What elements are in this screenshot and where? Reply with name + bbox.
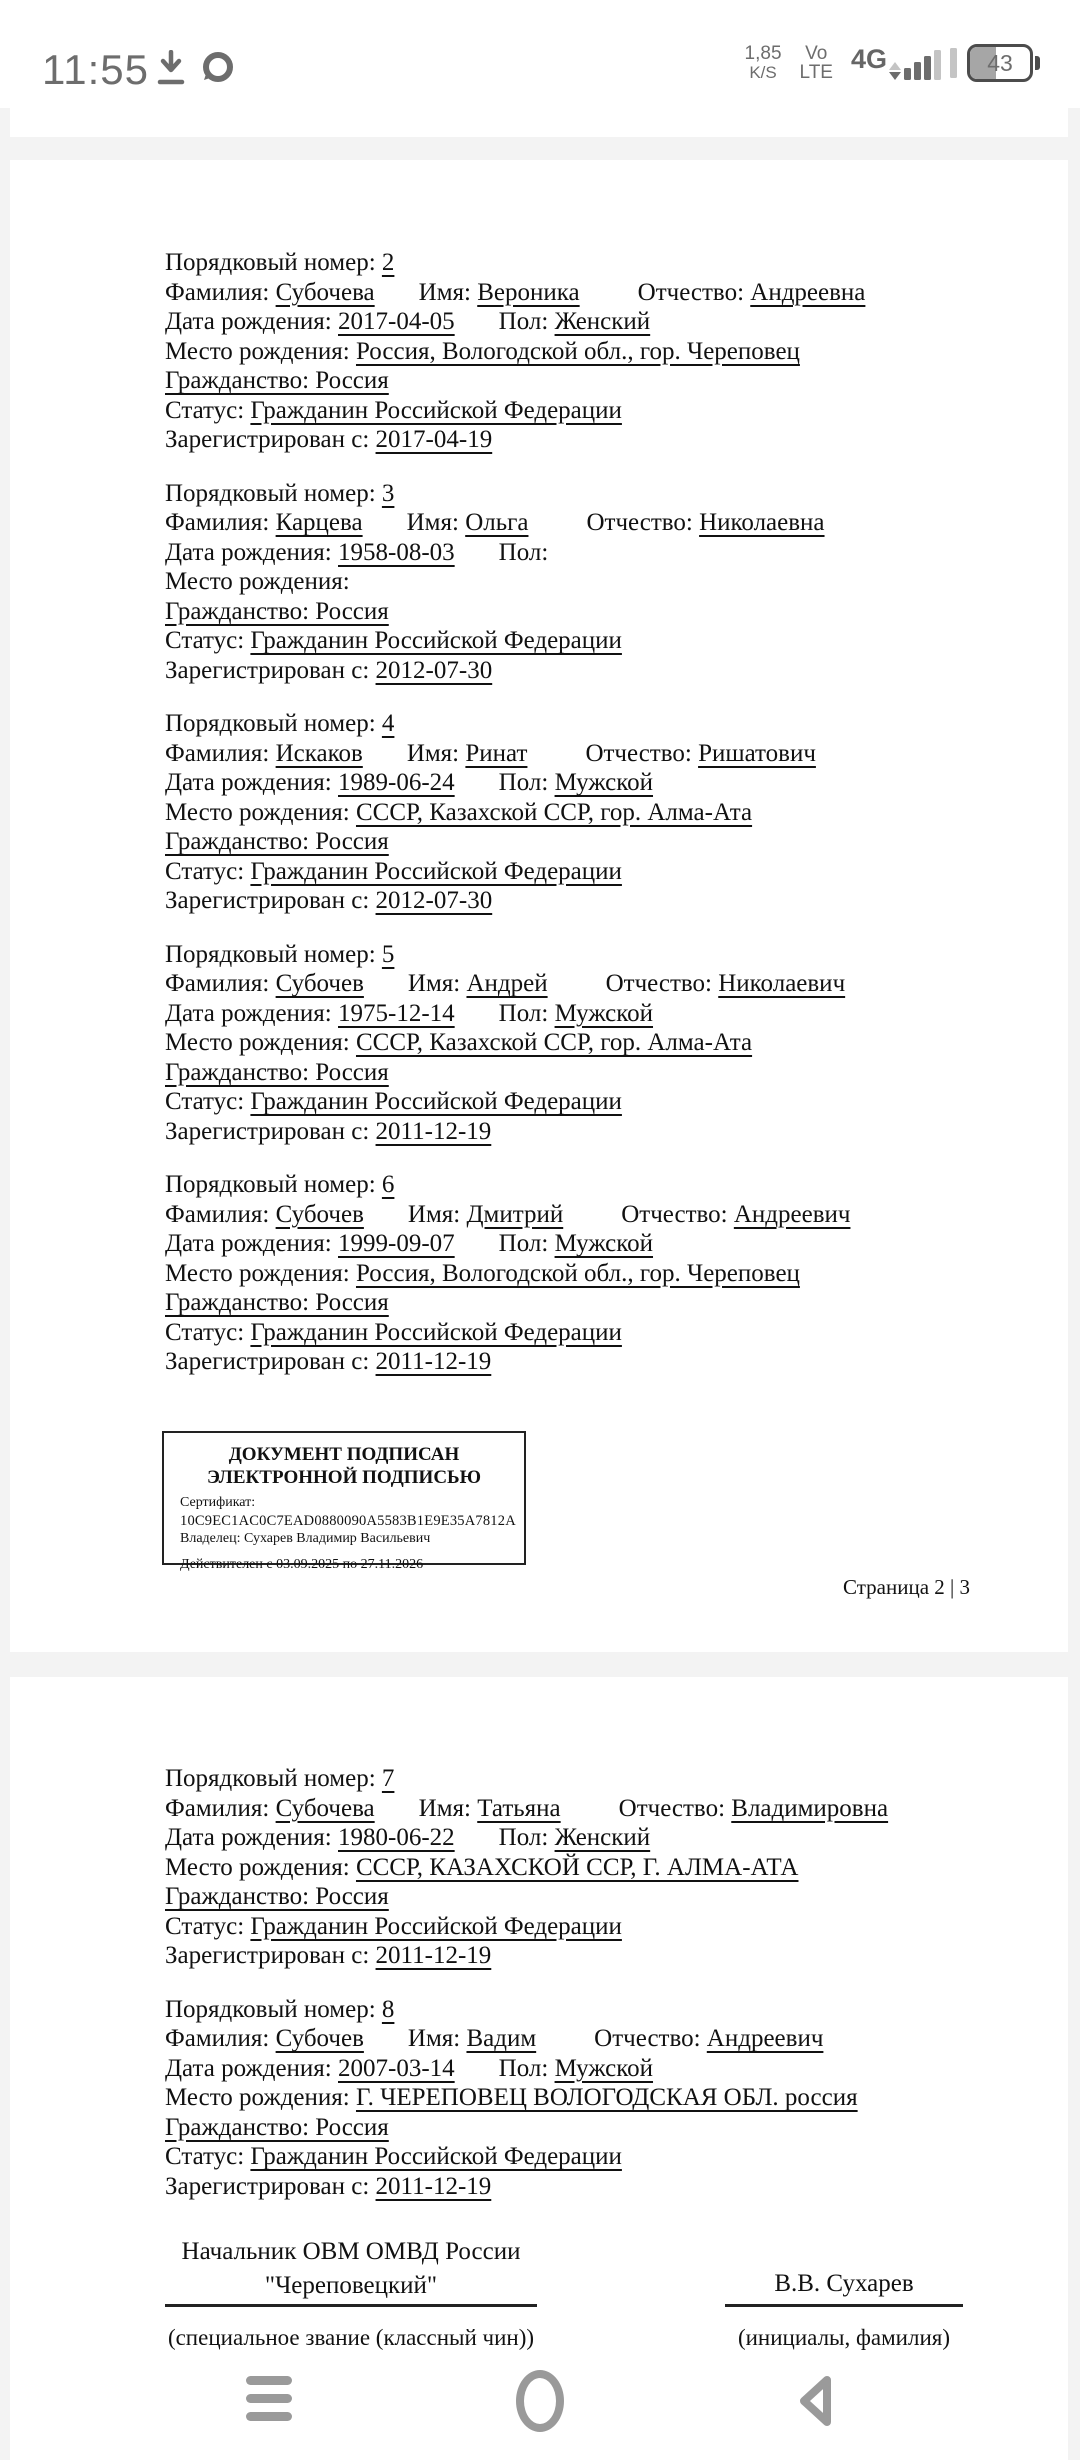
- entry-line: [165, 739, 1068, 769]
- entry-line: [165, 999, 1068, 1029]
- stamp-owner: Владелец: Сухарев Владимир Васильевич: [180, 1530, 431, 1546]
- data-activity-arrows-icon: [889, 46, 901, 80]
- field-value: Вероника: [477, 278, 580, 306]
- digital-signature-stamp: [162, 1431, 526, 1572]
- field-label: Пол:: [498, 2054, 549, 2082]
- pdf-page-1-bottom-edge: [10, 108, 1068, 137]
- battery-icon: [967, 44, 1033, 82]
- citizenship-field: Гражданство: Россия: [165, 1289, 389, 1316]
- entry-line: [165, 768, 1068, 798]
- field-value: Вадим: [466, 2025, 537, 2052]
- field-label: Место рождения:: [165, 798, 350, 826]
- entry-line: [165, 1882, 1068, 1912]
- field-label: Место рождения:: [165, 568, 350, 595]
- entry-line: [165, 2113, 1068, 2143]
- network-speed: 1,85 K/S: [744, 43, 782, 82]
- entry-line: [165, 1347, 1068, 1377]
- entry-line: [165, 709, 1068, 739]
- field-value: 7: [381, 1765, 395, 1792]
- field-label: Порядковый номер:: [165, 1765, 382, 1792]
- field-label: Дата рождения:: [165, 308, 338, 335]
- field-label: Дата рождения:: [165, 1230, 338, 1257]
- entry-line: [165, 886, 1068, 916]
- registration-entry: [165, 1170, 1068, 1377]
- field-value: 2011-12-19: [375, 1942, 492, 1969]
- field-label: Пол:: [498, 769, 549, 796]
- field-value: СССР, Казахской ССР, гор. Алма-Ата: [355, 798, 753, 826]
- signer-position-line2: "Череповецкий": [264, 2271, 438, 2299]
- entry-line: [165, 1288, 1068, 1318]
- stamp-title-line2: ЭЛЕКТРОННОЙ ПОДПИСЬЮ: [206, 1466, 482, 1488]
- field-value: Дмитрий: [466, 1200, 564, 1228]
- field-value: Андреевич: [733, 1200, 851, 1228]
- field-value: Субочев: [275, 1200, 364, 1228]
- entry-line: [165, 1058, 1068, 1088]
- field-label: Статус:: [165, 396, 251, 424]
- field-label: Фамилия:: [165, 1794, 276, 1822]
- citizenship-field: Гражданство: Россия: [165, 367, 389, 394]
- field-value: 1958-08-03: [338, 538, 455, 566]
- field-value: Гражданин Российской Федерации: [250, 1088, 622, 1115]
- field-label: Зарегистрирован с:: [165, 1942, 376, 1969]
- field-label: Дата рождения:: [165, 1824, 338, 1851]
- field-label: Фамилия:: [165, 739, 276, 767]
- entry-line: [165, 1853, 1068, 1883]
- field-label: Место рождения:: [165, 1853, 350, 1881]
- clock: 11:55: [42, 46, 149, 93]
- field-value: Россия, Вологодской обл., гор. Череповец: [355, 337, 800, 365]
- entry-line: [165, 626, 1068, 656]
- field-value: Гражданин Российской Федерации: [250, 1912, 622, 1940]
- field-label: Порядковый номер:: [165, 940, 382, 968]
- back-icon[interactable]: [794, 2372, 838, 2435]
- field-label: Зарегистрирован с:: [165, 656, 376, 684]
- registration-entry: [165, 940, 1068, 1147]
- field-value: Андреевна: [750, 278, 866, 306]
- entry-line: [165, 1318, 1068, 1348]
- entry-line: [165, 2083, 1068, 2113]
- registration-entry: [165, 1995, 1068, 2202]
- registration-entry: [165, 709, 1068, 916]
- registration-entry: [165, 479, 1068, 686]
- field-label: Отчество:: [594, 2025, 707, 2052]
- field-label: Отчество:: [621, 1200, 734, 1228]
- android-nav-bar: [0, 2330, 1080, 2460]
- page-indicator: Страница 2 | 3: [843, 1574, 970, 1599]
- field-value: Карцева: [275, 509, 363, 536]
- stamp-certificate-label: Сертификат:: [180, 1494, 256, 1510]
- field-label: Статус:: [165, 627, 251, 654]
- field-label: Фамилия:: [165, 278, 276, 306]
- field-value: 2012-07-30: [375, 887, 493, 914]
- field-value: Владимировна: [731, 1794, 889, 1822]
- entry-line: [165, 1794, 1068, 1824]
- field-label: Статус:: [165, 2143, 251, 2170]
- entry-line: [165, 1823, 1068, 1853]
- field-value: 2011-12-19: [375, 2172, 492, 2200]
- field-value: Мужской: [554, 1230, 654, 1257]
- field-label: Отчество:: [605, 970, 719, 997]
- field-label: Пол:: [498, 308, 549, 335]
- field-label: Имя:: [407, 970, 467, 997]
- field-label: Пол:: [498, 1230, 549, 1257]
- field-label: Имя:: [406, 739, 466, 767]
- field-value: Россия, Вологодской обл., гор. Череповец: [355, 1259, 800, 1287]
- entry-line: [165, 366, 1068, 396]
- entry-line: [165, 337, 1068, 367]
- citizenship-field: Гражданство: Россия: [165, 828, 389, 855]
- field-value: 1989-06-24: [338, 769, 455, 796]
- field-value: 8: [381, 1995, 395, 2023]
- field-label: Статус:: [165, 1318, 251, 1346]
- entry-line: [165, 597, 1068, 627]
- field-label: Место рождения:: [165, 1029, 350, 1056]
- volte-indicator: Vo LTE: [799, 43, 833, 83]
- field-label: Место рождения:: [165, 337, 350, 365]
- field-label: Зарегистрирован с:: [165, 426, 376, 453]
- signature-left-caption: (специальное звание (классный чин)): [167, 2325, 535, 2350]
- citizenship-field: Гражданство: Россия: [165, 2113, 389, 2141]
- field-value: 2: [381, 249, 395, 276]
- field-value: Николаевна: [699, 509, 825, 536]
- field-value: Ришатович: [698, 739, 816, 767]
- field-label: Имя:: [406, 509, 466, 536]
- field-label: Дата рождения:: [165, 999, 338, 1027]
- field-value: 4: [381, 710, 395, 737]
- field-value: Гражданин Российской Федерации: [250, 1318, 622, 1346]
- field-label: Отчество:: [637, 278, 751, 306]
- field-label: Фамилия:: [165, 970, 276, 997]
- battery-percent: 43: [987, 49, 1013, 76]
- field-label: Фамилия:: [165, 509, 276, 536]
- field-label: Фамилия:: [165, 2025, 276, 2052]
- field-value: Субочев: [275, 970, 364, 997]
- field-label: Статус:: [165, 1088, 251, 1115]
- field-label: Имя:: [407, 2025, 467, 2052]
- field-label: Порядковый номер:: [165, 710, 382, 737]
- entry-line: [165, 2024, 1068, 2054]
- signature-right-caption: (инициалы, фамилия): [737, 2325, 951, 2350]
- field-label: Отчество:: [586, 509, 700, 536]
- entry-line: [165, 538, 1068, 568]
- field-value: Николаевич: [718, 970, 846, 997]
- citizenship-field: Гражданство: Россия: [165, 1058, 389, 1086]
- field-value: 2017-04-05: [338, 308, 455, 335]
- stamp-certificate-value: 10C9EC1AC0C7EAD0880090A5583B1E9E35A7812A: [180, 1512, 516, 1529]
- field-value: Мужской: [554, 2054, 654, 2082]
- status-bar: [0, 0, 1080, 108]
- field-label: Порядковый номер:: [165, 249, 382, 276]
- field-value: Субочева: [275, 278, 375, 306]
- field-label: Имя:: [418, 1794, 478, 1822]
- field-label: Место рождения:: [165, 1259, 350, 1287]
- field-label: Зарегистрирован с:: [165, 887, 376, 914]
- field-value: Гражданин Российской Федерации: [250, 2143, 622, 2170]
- entry-line: [165, 479, 1068, 509]
- entry-line: [165, 1087, 1068, 1117]
- field-label: Пол:: [498, 1824, 549, 1851]
- entry-line: [165, 1028, 1068, 1058]
- field-value: 1999-09-07: [338, 1230, 455, 1257]
- field-value: 2011-12-19: [375, 1348, 492, 1375]
- field-label: Порядковый номер:: [165, 479, 382, 507]
- entry-line: [165, 1764, 1068, 1794]
- chat-bubble-icon: [200, 50, 236, 91]
- pdf-page-2: [10, 160, 1068, 1652]
- field-label: Дата рождения:: [165, 2054, 338, 2082]
- field-label: Имя:: [407, 1200, 467, 1228]
- field-value: Женский: [554, 1824, 651, 1851]
- field-label: Зарегистрирован с:: [165, 1348, 376, 1375]
- field-label: Зарегистрирован с:: [165, 2172, 376, 2200]
- entry-line: [165, 1117, 1068, 1147]
- entry-line: [165, 1995, 1068, 2025]
- field-value: Ринат: [465, 739, 528, 767]
- entry-line: [165, 425, 1068, 455]
- signer-position-line1: Начальник ОВМ ОМВД России: [181, 2238, 521, 2265]
- signal-bars-icon: [904, 46, 944, 80]
- entry-line: [165, 857, 1068, 887]
- field-label: Отчество:: [585, 739, 699, 767]
- field-value: Ольга: [465, 509, 529, 536]
- entry-line: [165, 827, 1068, 857]
- entry-line: [165, 1259, 1068, 1289]
- field-value: Татьяна: [477, 1794, 561, 1822]
- entry-line: [165, 396, 1068, 426]
- entry-line: [165, 508, 1068, 538]
- field-label: Статус:: [165, 1912, 251, 1940]
- field-value: Субочева: [275, 1794, 375, 1822]
- field-value: Андреевич: [706, 2025, 824, 2052]
- entry-line: [165, 1912, 1068, 1942]
- field-label: Статус:: [165, 857, 251, 885]
- entry-line: [165, 307, 1068, 337]
- field-value: Мужской: [554, 769, 654, 796]
- field-label: Порядковый номер:: [165, 1995, 382, 2023]
- field-value: 2007-03-14: [338, 2054, 455, 2082]
- field-value: Андрей: [466, 970, 548, 997]
- entry-line: [165, 969, 1068, 999]
- field-value: 2012-07-30: [375, 656, 493, 684]
- signer-name: В.В. Сухарев: [774, 2269, 914, 2297]
- field-label: Место рождения:: [165, 2084, 350, 2111]
- field-value: 1980-06-22: [338, 1824, 455, 1851]
- field-value: СССР, Казахской ССР, гор. Алма-Ата: [355, 1029, 753, 1056]
- download-icon: [155, 50, 187, 91]
- entry-line: [165, 278, 1068, 308]
- battery-tip: [1035, 56, 1040, 70]
- registration-entry: [165, 248, 1068, 455]
- field-value: Женский: [554, 308, 651, 335]
- field-value: Искаков: [275, 739, 363, 767]
- field-value: Гражданин Российской Федерации: [250, 857, 622, 885]
- entry-line: [165, 1200, 1068, 1230]
- field-value: Субочев: [275, 2025, 364, 2052]
- entry-line: [165, 248, 1068, 278]
- page-3-entries: [10, 1677, 1068, 2201]
- entry-line: [165, 1941, 1068, 1971]
- field-label: Отчество:: [618, 1794, 732, 1822]
- menu-icon[interactable]: [246, 2376, 292, 2421]
- citizenship-field: Гражданство: Россия: [165, 1883, 389, 1910]
- field-label: Имя:: [418, 278, 478, 306]
- field-value: СССР, КАЗАХСКОЙ ССР, Г. АЛМА-АТА: [355, 1853, 799, 1881]
- entry-line: [165, 798, 1068, 828]
- field-value: 2017-04-19: [375, 426, 493, 453]
- field-value: Мужской: [554, 999, 654, 1027]
- entry-line: [165, 1170, 1068, 1200]
- home-icon[interactable]: [516, 2370, 564, 2432]
- entry-line: [165, 567, 1068, 597]
- stamp-validity: Действителен с 03.09.2025 по 27.11.2026: [180, 1556, 424, 1572]
- entry-line: [165, 2142, 1068, 2172]
- field-value: Гражданин Российской Федерации: [250, 396, 622, 424]
- field-value: 6: [381, 1171, 395, 1198]
- entry-line: [165, 656, 1068, 686]
- field-value: 1975-12-14: [338, 999, 455, 1027]
- entry-line: [165, 1229, 1068, 1259]
- entry-line: [165, 940, 1068, 970]
- field-label: Пол:: [498, 999, 549, 1027]
- citizenship-field: Гражданство: Россия: [165, 597, 389, 625]
- field-label: Порядковый номер:: [165, 1171, 382, 1198]
- field-value: 2011-12-19: [375, 1117, 492, 1145]
- field-value: Гражданин Российской Федерации: [250, 627, 622, 654]
- field-label: Дата рождения:: [165, 769, 338, 796]
- network-type-label: 4G: [850, 43, 887, 74]
- page-2-entries: [10, 160, 1068, 1377]
- field-label: Дата рождения:: [165, 538, 338, 566]
- field-value: 5: [381, 940, 395, 968]
- pdf-viewer[interactable]: [0, 108, 1080, 2460]
- field-value: Г. ЧЕРЕПОВЕЦ ВОЛОГОДСКАЯ ОБЛ. россия: [355, 2084, 858, 2111]
- field-label: Зарегистрирован с:: [165, 1117, 376, 1145]
- sim2-signal-bar-icon: [950, 48, 957, 78]
- entry-line: [165, 2172, 1068, 2202]
- registration-entry: [165, 1764, 1068, 1971]
- field-label: Пол:: [498, 538, 549, 566]
- stamp-title-line1: ДОКУМЕНТ ПОДПИСАН: [228, 1443, 460, 1465]
- field-label: Фамилия:: [165, 1200, 276, 1228]
- field-value: 3: [381, 479, 395, 507]
- entry-line: [165, 2054, 1068, 2084]
